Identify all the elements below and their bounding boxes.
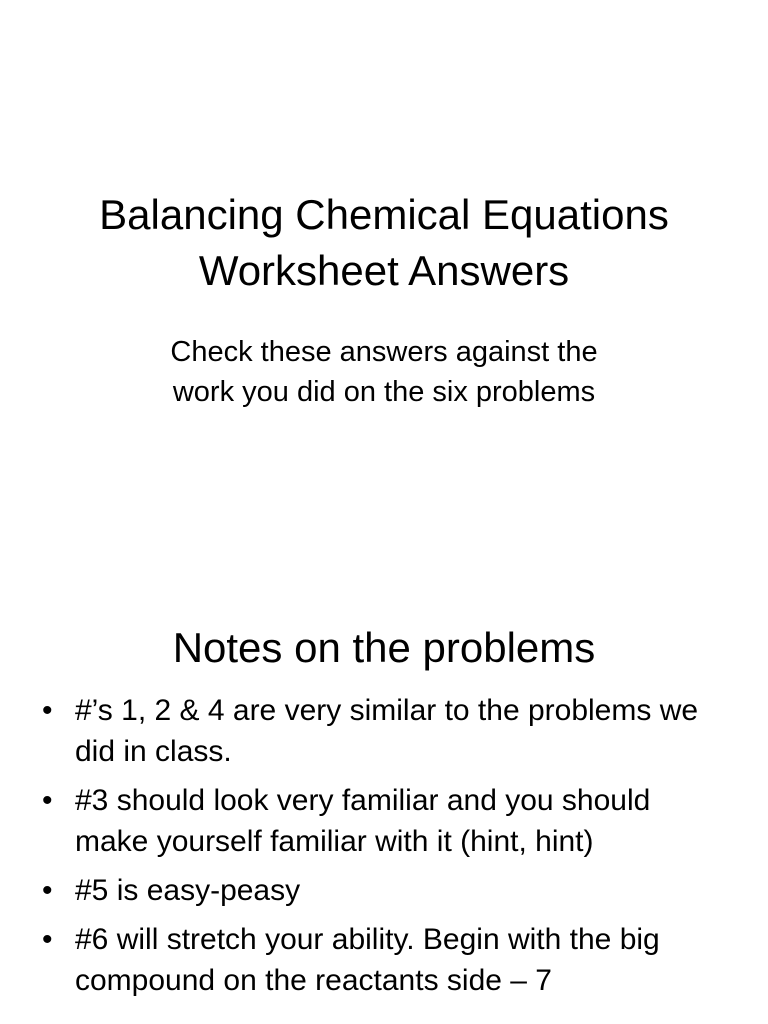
bullet-marker: • <box>42 784 53 817</box>
notes-bullet-list <box>42 690 712 1009</box>
slide-title-line-2: Worksheet Answers <box>198 247 570 294</box>
slide-title-line-1: Balancing Chemical Equations <box>99 191 669 238</box>
bullet-item-2 <box>42 780 712 862</box>
bullet-text: #6 will stretch your ability. Begin with the big compound on the reactants side – 7 <box>75 923 660 997</box>
bullet-text: #3 should look very familiar and you should make yourself familiar with it (hint, hint) <box>75 784 651 858</box>
slide-subtitle <box>0 332 768 412</box>
bullet-item-1 <box>42 690 712 772</box>
slide-subtitle-line-1: Check these answers against the <box>170 336 598 368</box>
bullet-item-4 <box>42 919 712 1001</box>
slide-subtitle-line-2: work you did on the six problems <box>172 376 596 408</box>
bullet-text: #5 is easy-peasy <box>75 874 301 907</box>
bullet-item-3 <box>42 870 712 911</box>
bullet-marker: • <box>42 874 53 907</box>
notes-slide <box>0 576 768 1024</box>
bullet-marker: • <box>42 694 53 727</box>
bullet-marker: • <box>42 923 53 956</box>
slide-title <box>0 187 768 299</box>
bullet-text: #’s 1, 2 & 4 are very similar to the problems we did in class. <box>75 694 699 768</box>
notes-title: Notes on the problems <box>172 624 596 671</box>
